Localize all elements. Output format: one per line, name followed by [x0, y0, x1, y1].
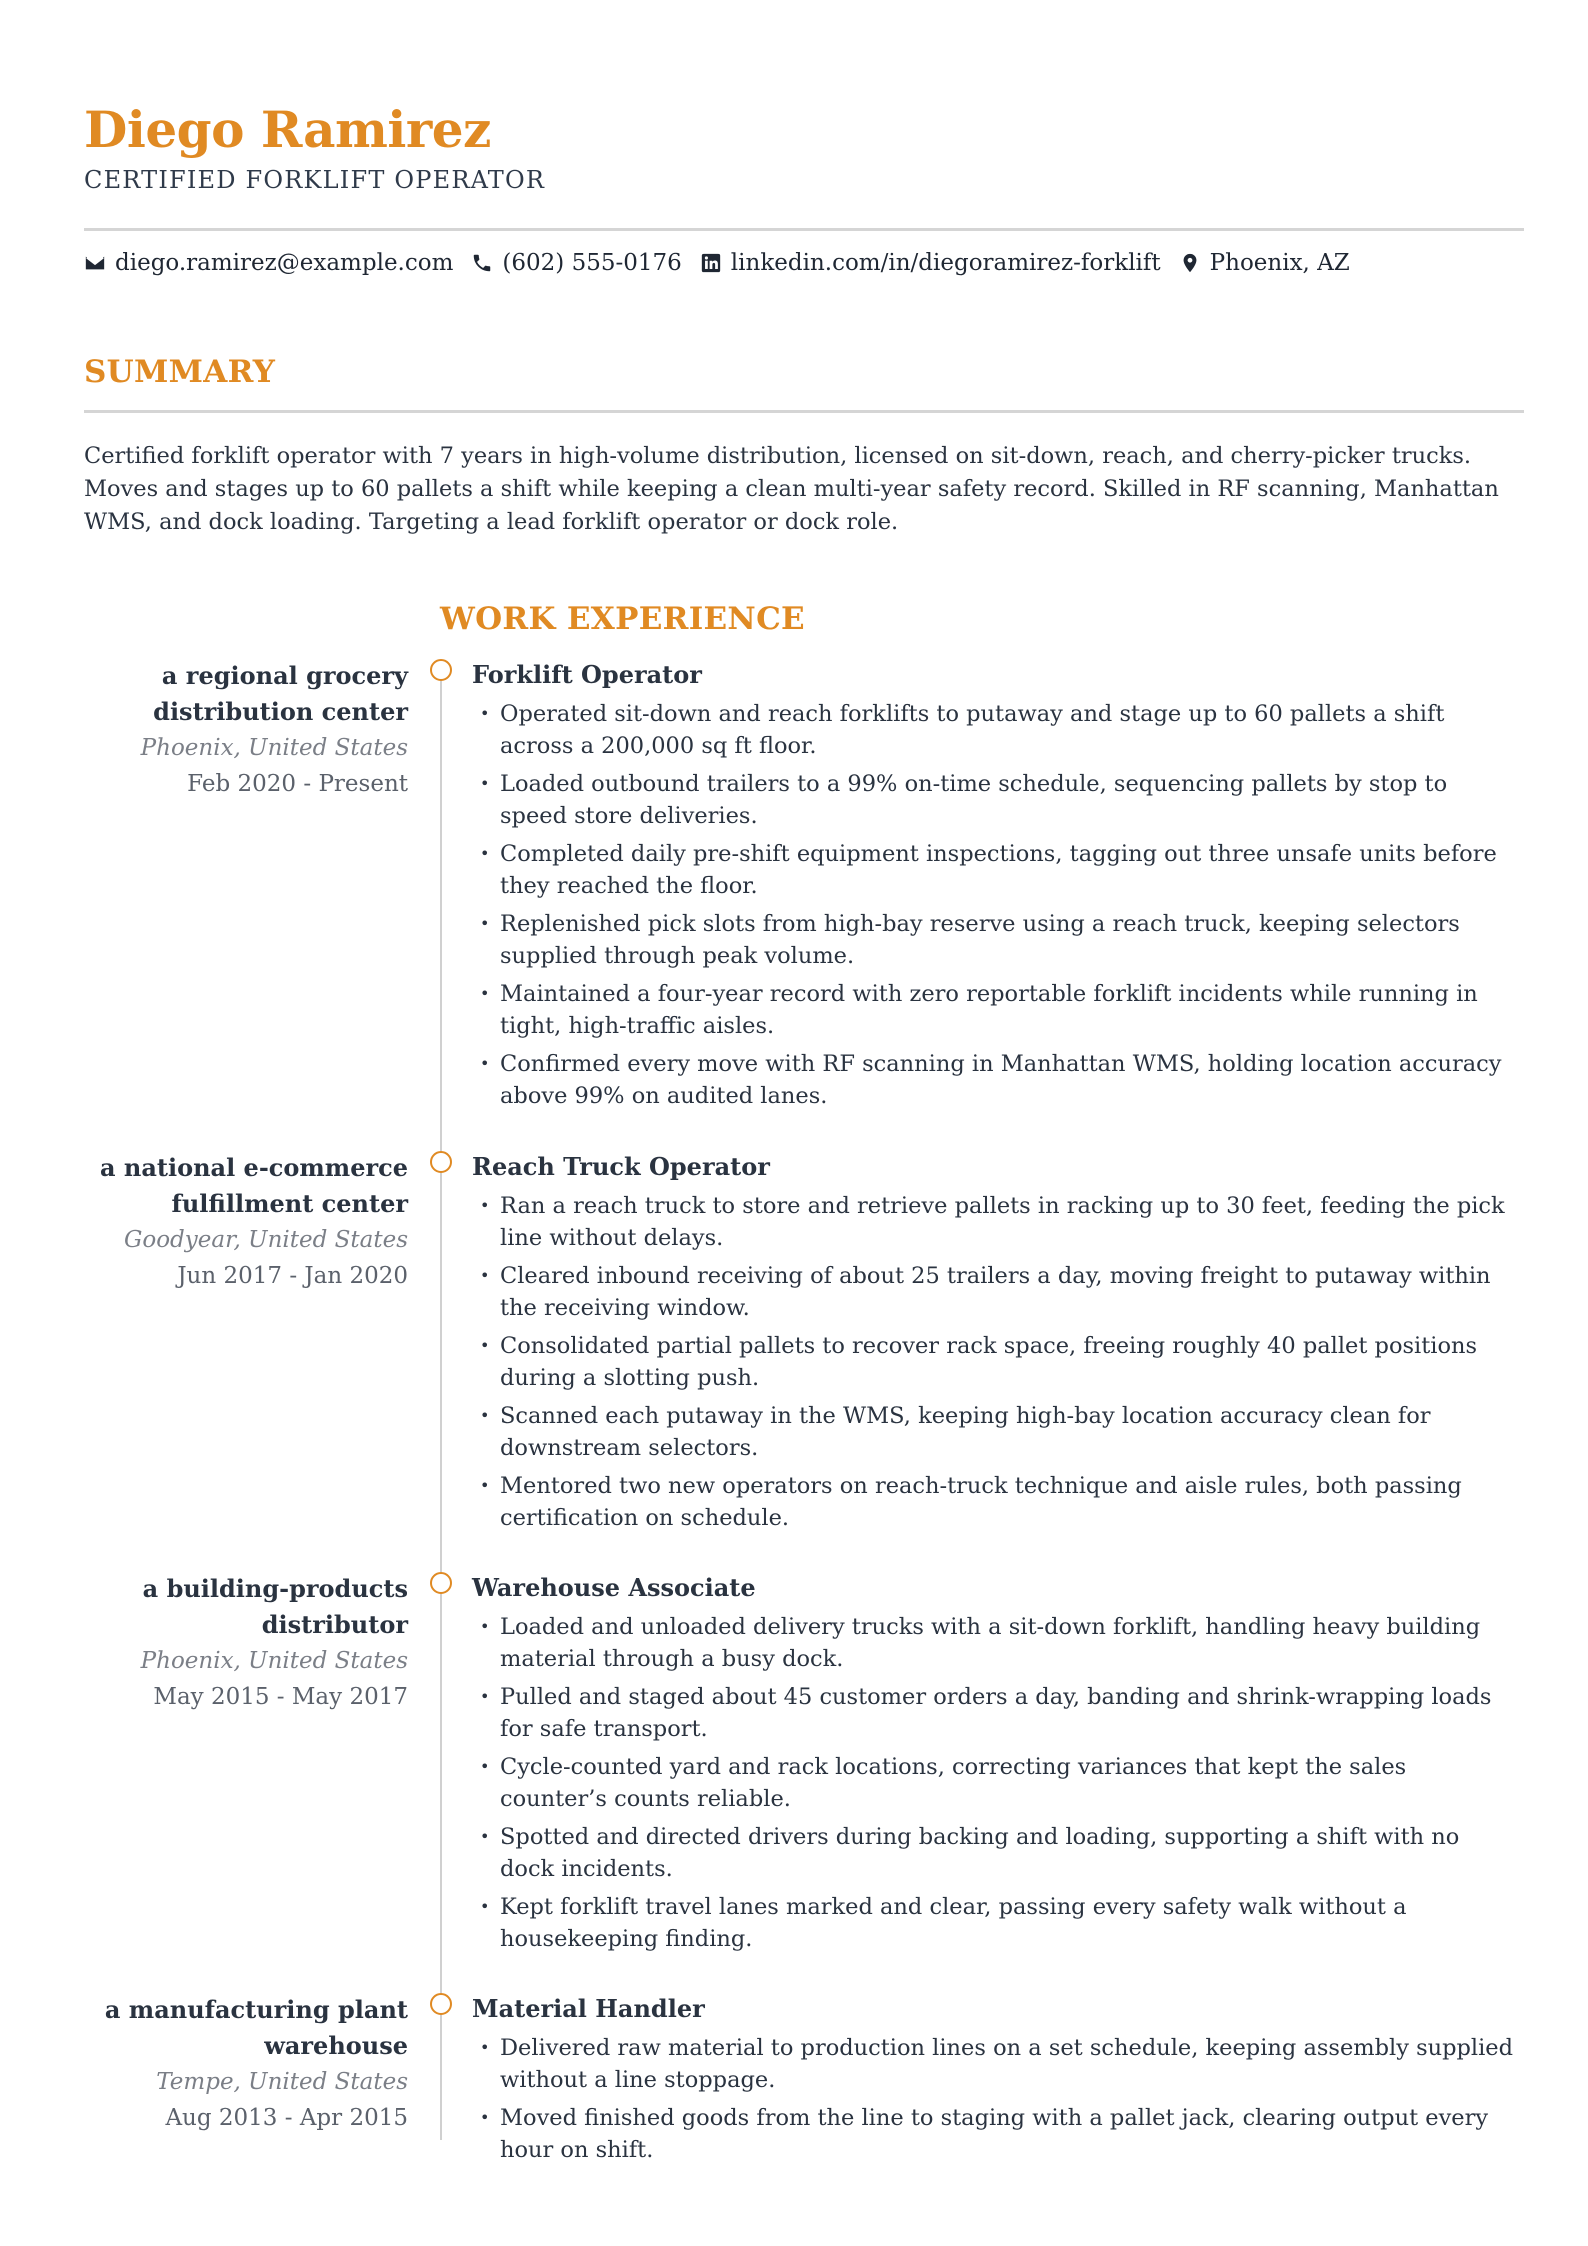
job-location: Phoenix, United States [140, 735, 408, 761]
job-location: Goodyear, United States [123, 1227, 408, 1253]
job-dates: Feb 2020 - Present [187, 771, 408, 797]
location-text: Phoenix, AZ [1209, 250, 1350, 276]
job-bullets [472, 1190, 1517, 1534]
company-name: warehouse [264, 2031, 408, 2060]
list-item: • Kept forklift travel lanes marked and clear, passing every safety walk without a housekeeping finding. [472, 1891, 1517, 1955]
job-dates: May 2015 - May 2017 [153, 1684, 408, 1710]
summary-text: Certified forklift operator with 7 years in high-volume distribution, licensed on sit-down, reach, and cherry-picker trucks. Moves and stages up to 60 pallets a shift while keeping a clean multi-year safety record. Skilled in RF scanning, Manhattan WMS, and dock loading. Targeting a lead forklift operator or dock role. [84, 443, 1499, 535]
list-item: • Cycle-counted yard and rack locations, correcting variances that kept the sales counter’s counts reliable. [472, 1751, 1517, 1815]
email-text[interactable]: diego.ramirez@example.com [115, 250, 454, 276]
job-title: Warehouse Associate [472, 1573, 756, 1602]
linkedin-text[interactable]: linkedin.com/in/diegoramirez-forklift [730, 250, 1161, 276]
contact-bar [84, 250, 1368, 276]
contact-phone[interactable] [471, 250, 681, 276]
company-name: a regional grocery [161, 661, 408, 690]
job-bullets [472, 2032, 1517, 2166]
contact-email[interactable] [84, 250, 453, 276]
job-meta [78, 1571, 408, 1715]
list-item: • Confirmed every move with RF scanning in Manhattan WMS, holding location accuracy above 99% on audited lanes. [472, 1048, 1517, 1112]
job-meta [78, 1992, 408, 2136]
timeline-dot [430, 1572, 452, 1594]
list-item: • Pulled and staged about 45 customer orders a day, banding and shrink-wrapping loads for safe transport. [472, 1681, 1517, 1745]
job-details [472, 1571, 1517, 1961]
job-bullets [472, 698, 1517, 1112]
job-details [472, 658, 1517, 1118]
job-location: Tempe, United States [156, 2069, 408, 2095]
work-experience-heading: WORK EXPERIENCE [440, 601, 805, 637]
job-meta [78, 1150, 408, 1294]
job-bullets [472, 1611, 1517, 1955]
job-location: Phoenix, United States [140, 1648, 408, 1674]
map-pin-icon [1179, 252, 1201, 274]
list-item: • Loaded outbound trailers to a 99% on-time schedule, sequencing pallets by stop to speed store deliveries. [472, 768, 1517, 832]
contact-location [1179, 250, 1350, 276]
list-item: • Mentored two new operators on reach-truck technique and aisle rules, both passing certification on schedule. [472, 1470, 1517, 1534]
job-details [472, 1150, 1517, 1540]
list-item: • Delivered raw material to production lines on a set schedule, keeping assembly supplied without a line stoppage. [472, 2032, 1517, 2096]
phone-text[interactable]: (602) 555-0176 [502, 250, 682, 276]
job-title: Reach Truck Operator [472, 1152, 770, 1181]
company-name: fulfillment center [171, 1189, 408, 1218]
list-item: • Moved finished goods from the line to staging with a pallet jack, clearing output every hour on shift. [472, 2102, 1517, 2166]
list-item: • Loaded and unloaded delivery trucks with a sit-down forklift, handling heavy building material through a busy dock. [472, 1611, 1517, 1675]
list-item: • Consolidated partial pallets to recover rack space, freeing roughly 40 pallet positions during a slotting push. [472, 1330, 1517, 1394]
job-meta [78, 658, 408, 802]
phone-icon [471, 252, 493, 274]
company-name: a national e-commerce [99, 1153, 408, 1182]
job-title: Material Handler [472, 1994, 705, 2023]
company-name: distributor [261, 1610, 408, 1639]
timeline-dot [430, 659, 452, 681]
list-item: • Scanned each putaway in the WMS, keeping high-bay location accuracy clean for downstream selectors. [472, 1400, 1517, 1464]
list-item: • Ran a reach truck to store and retrieve pallets in racking up to 30 feet, feeding the pick line without delays. [472, 1190, 1517, 1254]
list-item: • Replenished pick slots from high-bay reserve using a reach truck, keeping selectors supplied through peak volume. [472, 908, 1517, 972]
timeline-line [440, 668, 442, 2140]
linkedin-icon [700, 252, 722, 274]
list-item: • Cleared inbound receiving of about 25 trailers a day, moving freight to putaway within the receiving window. [472, 1260, 1517, 1324]
list-item: • Completed daily pre-shift equipment inspections, tagging out three unsafe units before they reached the floor. [472, 838, 1517, 902]
header-divider [84, 228, 1524, 231]
company-name: a manufacturing plant [104, 1995, 408, 2024]
list-item: • Maintained a four-year record with zero reportable forklift incidents while running in tight, high-traffic aisles. [472, 978, 1517, 1042]
list-item: • Operated sit-down and reach forklifts to putaway and stage up to 60 pallets a shift across a 200,000 sq ft floor. [472, 698, 1517, 762]
candidate-headline: CERTIFIED FORKLIFT OPERATOR [84, 166, 546, 194]
list-item: • Spotted and directed drivers during backing and loading, supporting a shift with no dock incidents. [472, 1821, 1517, 1885]
summary-divider [84, 410, 1524, 413]
candidate-name: Diego Ramirez [84, 100, 491, 159]
envelope-icon [84, 252, 106, 274]
job-title: Forklift Operator [472, 660, 702, 689]
contact-linkedin[interactable] [700, 250, 1161, 276]
summary-heading: SUMMARY [84, 354, 276, 390]
job-details [472, 1992, 1517, 2172]
company-name: a building-products [142, 1574, 408, 1603]
timeline-dot [430, 1993, 452, 2015]
job-dates: Aug 2013 - Apr 2015 [165, 2105, 408, 2131]
job-dates: Jun 2017 - Jan 2020 [177, 1263, 408, 1289]
company-name: distribution center [153, 697, 408, 726]
timeline-dot [430, 1151, 452, 1173]
